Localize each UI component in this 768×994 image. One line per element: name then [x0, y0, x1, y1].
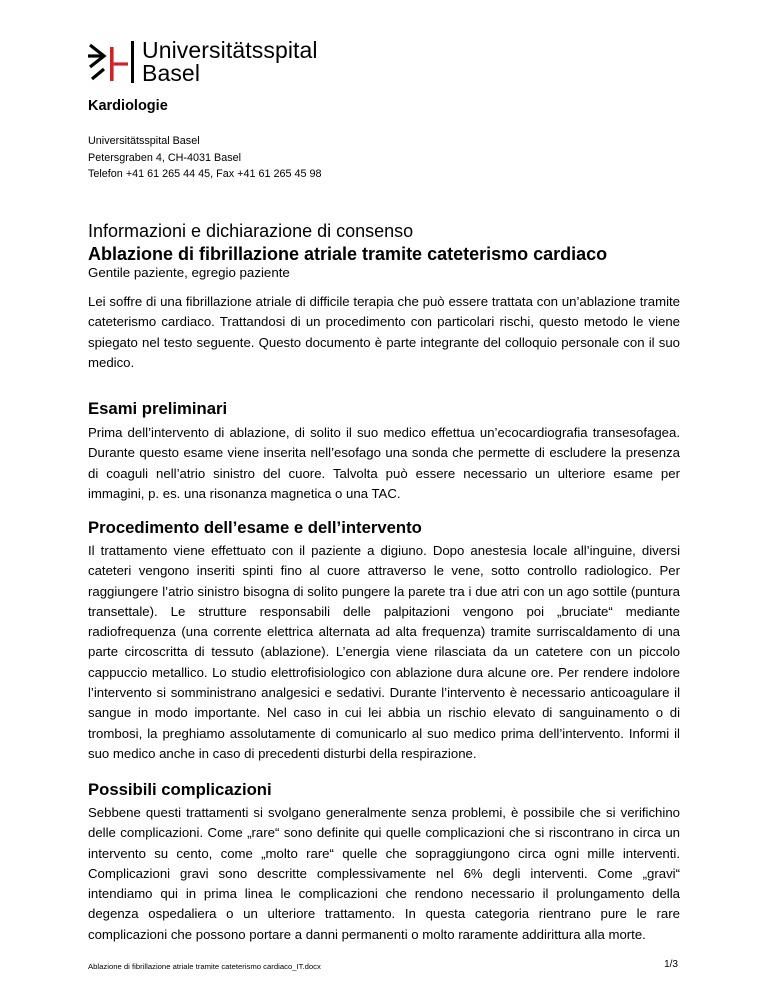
logo-line-2: Basel — [142, 60, 201, 86]
intro-paragraph: Lei soffre di una fibrillazione atriale di difficile terapia che può essere trattata con un’ablazione tramite cateterismo cardiaco. Trattandosi di un procedimento con particolari rischi, questo metodo le viene spiegato nel testo seguente. Questo documento è parte integrante del colloquio personale con il suo medico. — [88, 294, 680, 370]
section-paragraph: Prima dell’intervento di ablazione, di solito il suo medico effettua un’ecocardiografia transesofagea. Durante questo esame viene inserita nell’esofago una sonda che permette di escludere la presenza di coaguli nell’atrio sinistro del cuore. Talvolta può essere necessario un ulteriore esame per immagini, p. es. una risonanza magnetica o una TAC. — [88, 425, 680, 501]
document-subtitle: Ablazione di fibrillazione atriale tramite cateterismo cardiaco — [88, 244, 608, 264]
section-paragraph: Il trattamento viene effettuato con il paziente a digiuno. Dopo anestesia locale all’inguine, diversi cateteri vengono inseriti spinti fino al cuore attraverso le vene, sotto controllo radiologico. Per raggiungere l’atrio sinistro bisogna di solito pungere la parete tra i due atri con un ago sottile (puntura transettale). Le strutture responsabili delle palpitazioni vengono poi „bruciate“ mediante radiofrequenza (una corrente elettrica alternata ad alta frequenza) tramite surriscaldamento di una parte circoscritta di tessuto (ablazione). L’energia viene rilasciata da un catetere con un piccolo cappuccio metallico. Lo studio elettrofisiologico con ablazione dura alcune ore. Per rendere indolore l’intervento si somministrano analgesici e sedativi. Durante l’intervento è necessario anticoagulare il sangue in modo importante. Nel caso in cui lei abbia un rischio elevato di sanguinamento o di trombosi, la preghiamo assolutamente di comunicarlo al suo medico prima dell’intervento. Informi il suo medico anche in caso di precedenti disturbi della respirazione. — [88, 543, 680, 761]
section-heading: Procedimento dell’esame e dell’intervento — [88, 518, 422, 537]
footer-filename: Ablazione di fibrillazione atriale tramite cateterismo cardiaco_IT.docx — [88, 962, 321, 971]
greeting: Gentile paziente, egregio paziente — [88, 265, 290, 280]
page-number: 1/3 — [664, 959, 678, 970]
logo-wordmark — [142, 39, 318, 85]
section-paragraph: Sebbene questi trattamenti si svolgano generalmente senza problemi, è possibile che si verifichino delle complicazioni. Come „rare“ sono definite qui quelle complicazioni che si riscontrano in circa un intervento su cento, come „molto rare“ quelle che sopraggiungono circa ogni mille interventi. Complicazioni gravi sono descritte complessivamente nel 6% degli interventi. Come „gravi“ intendiamo qui in prima linea le complicazioni che rendono necessario il prolungamento della degenza ospedaliera o un ulteriore trattamento. In questa categoria rientrano pure le rare complicazioni che possono portare a danni permanenti o molto raramente addirittura alla morte. — [88, 805, 680, 942]
address-line: Universitätsspital Basel — [88, 135, 200, 147]
logo-line-1: Universitätsspital — [142, 37, 318, 63]
address-block — [88, 133, 322, 183]
section-heading: Esami preliminari — [88, 399, 228, 418]
department-name: Kardiologie — [88, 98, 168, 114]
document-title: Informazioni e dichiarazione di consenso — [88, 221, 414, 241]
address-line: Telefon +41 61 265 44 45, Fax +41 61 265 45 98 — [88, 168, 322, 180]
logo-mark-icon — [88, 41, 134, 83]
address-line: Petersgraben 4, CH-4031 Basel — [88, 151, 242, 164]
section-heading: Possibili complicazioni — [88, 780, 272, 799]
university-hospital-logo — [88, 37, 348, 86]
